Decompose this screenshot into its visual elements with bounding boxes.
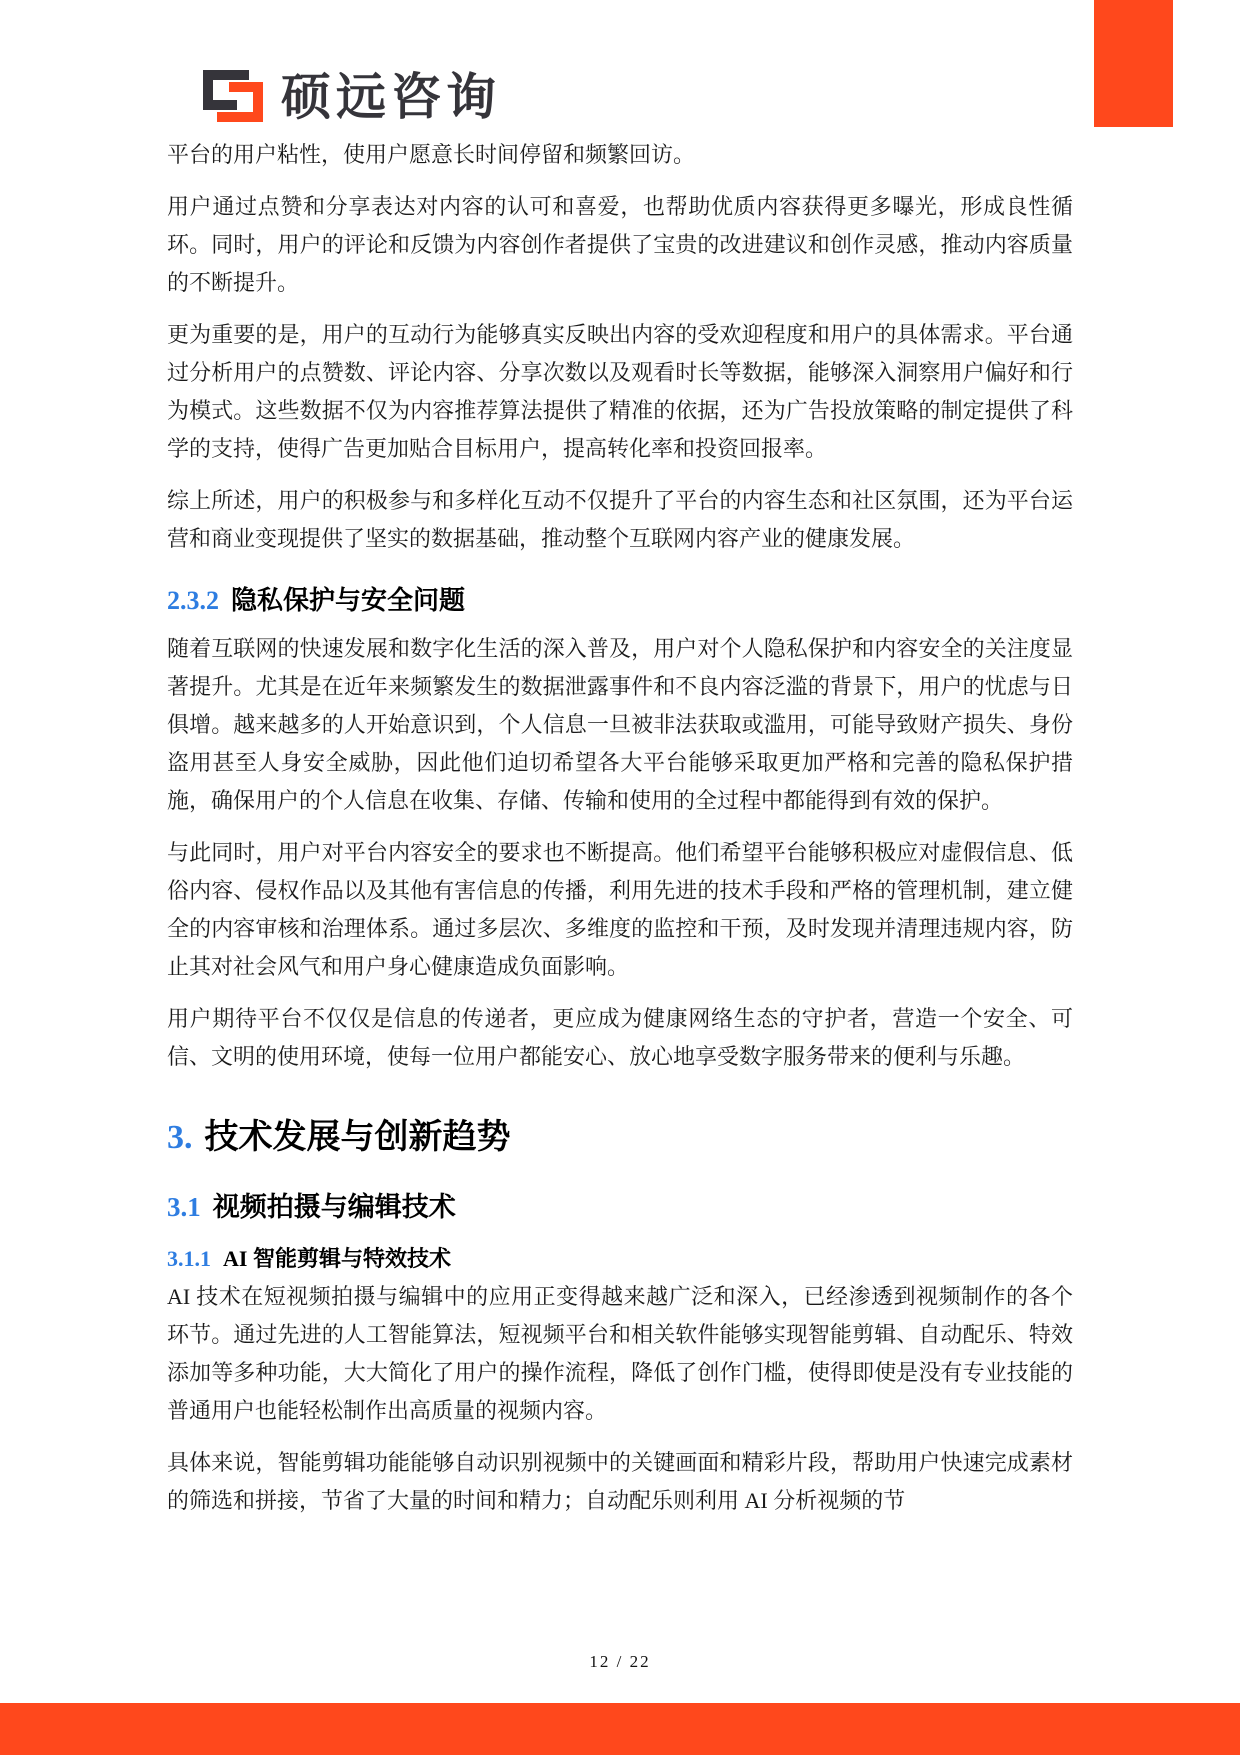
logo-text: 硕远咨询 [281, 69, 501, 125]
paragraph: 平台的用户粘性，使用户愿意长时间停留和频繁回访。 [167, 142, 696, 167]
heading-number: 3.1.1 [167, 1246, 211, 1272]
heading-text: AI 智能剪辑与特效技术 [223, 1246, 451, 1272]
paragraph: 用户通过点赞和分享表达对内容的认可和喜爱，也帮助优质内容获得更多曝光，形成良性循环。同时，用户的评论和反馈为内容创作者提供了宝贵的改进建议和创作灵感，推动内容质量的不断提升。 [167, 194, 1073, 295]
paragraph: 具体来说，智能剪辑功能能够自动识别视频中的关键画面和精彩片段，帮助用户快速完成素材的筛选和拼接，节省了大量的时间和精力；自动配乐则利用 AI 分析视频的节 [167, 1449, 1073, 1513]
logo-mark-icon [203, 70, 263, 124]
heading-text: 隐私保护与安全问题 [231, 586, 466, 615]
top-right-accent-block [1094, 0, 1173, 127]
heading-number: 3. [167, 1118, 193, 1156]
footer-accent-bar [0, 1703, 1240, 1755]
paragraph: 综上所述，用户的积极参与和多样化互动不仅提升了平台的内容生态和社区氛围，还为平台运营和商业变现提供了坚实的数据基础，推动整个互联网内容产业的健康发展。 [167, 488, 1073, 551]
heading-text: 视频拍摄与编辑技术 [212, 1191, 456, 1222]
section-heading-3-1 [167, 1190, 1073, 1225]
section-heading-3-1-1 [167, 1245, 1073, 1274]
page-number: 12 / 22 [589, 1652, 651, 1671]
heading-number: 2.3.2 [167, 586, 219, 615]
paragraph: 用户期待平台不仅仅是信息的传递者，更应成为健康网络生态的守护者，营造一个安全、可信、文明的使用环境，使每一位用户都能安心、放心地享受数字服务带来的便利与乐趣。 [167, 1005, 1073, 1069]
document-content [167, 136, 1073, 1534]
paragraph: 更为重要的是，用户的互动行为能够真实反映出内容的受欢迎程度和用户的具体需求。平台通过分析用户的点赞数、评论内容、分享次数以及观看时长等数据，能够深入洞察用户偏好和行为模式。这些数据不仅为内容推荐算法提供了精准的依据，还为广告投放策略的制定提供了科学的支持，使得广告更加贴合目标用户，提高转化率和投资回报率。 [167, 322, 1073, 461]
paragraph: 与此同时，用户对平台内容安全的要求也不断提高。他们希望平台能够积极应对虚假信息、低俗内容、侵权作品以及其他有害信息的传播，利用先进的技术手段和严格的管理机制，建立健全的内容审核和治理体系。通过多层次、多维度的监控和干预，及时发现并清理违规内容，防止其对社会风气和用户身心健康造成负面影响。 [167, 839, 1073, 979]
brand-logo [203, 70, 501, 124]
section-heading-2-3-2 [167, 584, 1073, 618]
heading-text: 技术发展与创新趋势 [204, 1118, 511, 1156]
paragraph: AI 技术在短视频拍摄与编辑中的应用正变得越来越广泛和深入，已经渗透到视频制作的各个环节。通过先进的人工智能算法，短视频平台和相关软件能够实现智能剪辑、自动配乐、特效添加等多种功能，大大简化了用户的操作流程，降低了创作门槛，使得即使是没有专业技能的普通用户也能轻松制作出高质量的视频内容。 [167, 1283, 1073, 1423]
section-heading-3 [167, 1116, 1073, 1160]
paragraph: 随着互联网的快速发展和数字化生活的深入普及，用户对个人隐私保护和内容安全的关注度显著提升。尤其是在近年来频繁发生的数据泄露事件和不良内容泛滥的背景下，用户的忧虑与日俱增。越来越多的人开始意识到，个人信息一旦被非法获取或滥用，可能导致财产损失、身份盗用甚至人身安全威胁，因此他们迫切希望各大平台能够采取更加严格和完善的隐私保护措施，确保用户的个人信息在收集、存储、传输和使用的全过程中都能得到有效的保护。 [167, 635, 1073, 813]
heading-number: 3.1 [167, 1191, 201, 1222]
